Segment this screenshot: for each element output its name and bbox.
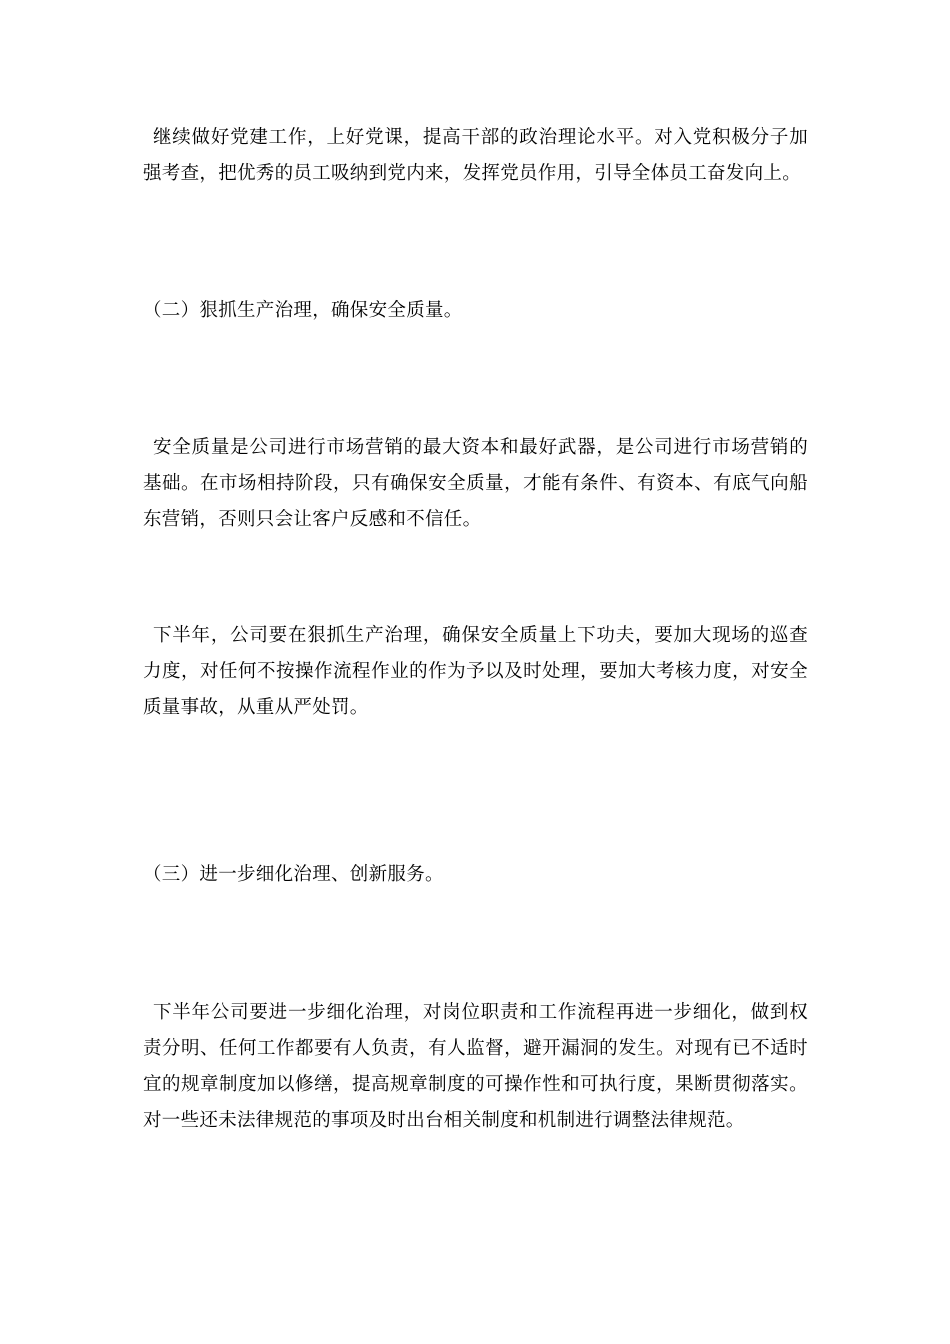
paragraph-safety-quality: 安全质量是公司进行市场营销的最大资本和最好武器，是公司进行市场营销的基础。在市场相持阶段，只有确保安全质量，才能有条件、有资本、有底气向船东营销，否则只会让客户反感和不信任。 <box>143 437 808 530</box>
paragraph-refined-management: 下半年公司要进一步细化治理，对岗位职责和工作流程再进一步细化，做到权责分明、任何工作都要有人负责，有人监督，避开漏洞的发生。对现有已不适时宜的规章制度加以修缮，提高规章制度的可操作性和可执行度，果断贯彻落实。对一些还未法律规范的事项及时出台相关制度和机制进行调整法律规范。 <box>143 1002 808 1131</box>
paragraph-second-half-inspection: 下半年，公司要在狠抓生产治理，确保安全质量上下功夫，要加大现场的巡查力度，对任何不按操作流程作业的作为予以及时处理，要加大考核力度，对安全质量事故，从重从严处罚。 <box>143 625 808 718</box>
paragraph-party-building: 继续做好党建工作，上好党课，提高干部的政治理论水平。对入党积极分子加强考查，把优秀的员工吸纳到党内来，发挥党员作用，引导全体员工奋发向上。 <box>143 127 808 184</box>
section-heading-production-management: （二）狠抓生产治理，确保安全质量。 <box>143 300 463 321</box>
section-heading-refined-management: （三）进一步细化治理、创新服务。 <box>143 864 444 885</box>
